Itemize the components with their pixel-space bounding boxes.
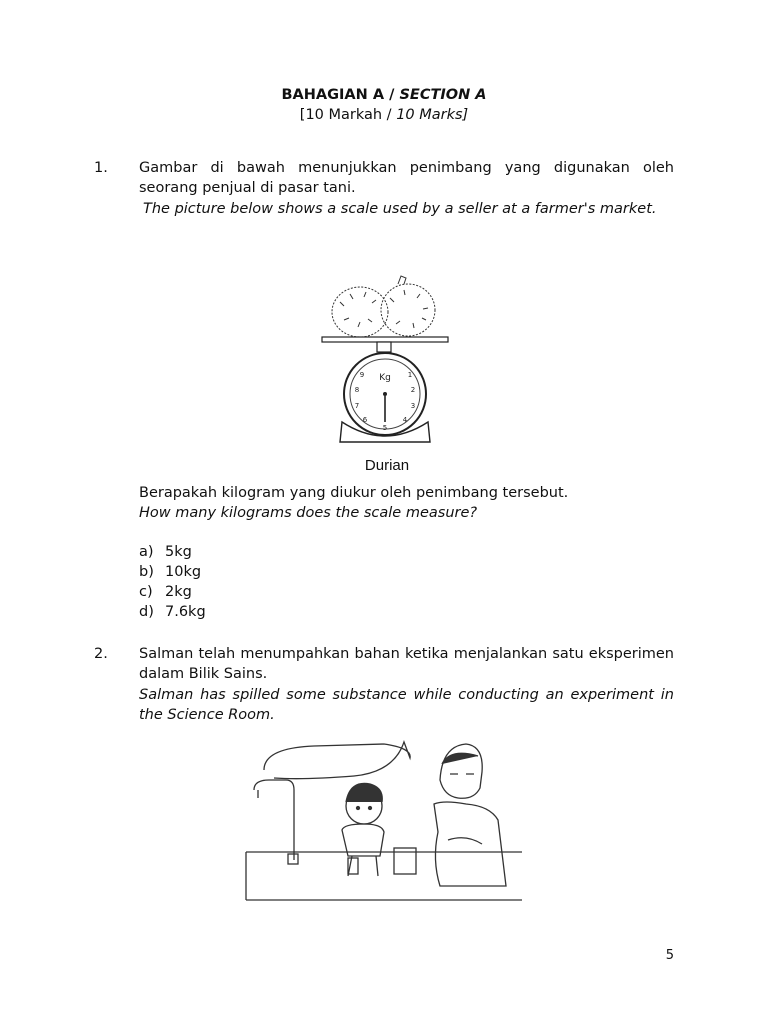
section-title-ms: BAHAGIAN A / <box>281 87 395 103</box>
dial-number: 4 <box>402 416 408 424</box>
question-1-number: 1. <box>94 160 108 176</box>
section-marks-ms: [10 Markah / <box>299 107 392 123</box>
option-text: 10kg <box>165 564 202 580</box>
speech-bubble-icon <box>264 742 410 779</box>
durian-scale-figure <box>310 272 460 480</box>
dial-unit-label: Kg <box>379 373 391 383</box>
option-letter: c) <box>139 584 153 600</box>
lab-bench-icon <box>246 780 522 900</box>
figure-caption: Durian <box>364 457 410 474</box>
option-b <box>139 562 206 582</box>
section-marks <box>0 107 768 123</box>
dial-number: 5 <box>382 424 388 432</box>
option-d <box>139 602 206 622</box>
section-title-en: SECTION A <box>399 87 487 103</box>
option-text: 7.6kg <box>165 604 206 620</box>
option-text: 5kg <box>165 544 192 560</box>
question-2-text-ms: Salman telah menumpahkan bahan ketika menjalankan satu eksperimen dalam Bilik Sains. <box>139 646 674 682</box>
scale-pan-icon <box>322 337 448 352</box>
durian-fruits-icon <box>332 276 435 337</box>
question-1-prompt-ms: Berapakah kilogram yang diukur oleh penimbang tersebut. <box>139 485 569 501</box>
answer-options <box>139 542 206 622</box>
dial-number: 9 <box>359 371 365 379</box>
page-number: 5 <box>665 948 674 963</box>
student-figure-icon <box>342 783 384 876</box>
dial-number: 6 <box>362 416 368 424</box>
option-letter: d) <box>139 604 154 620</box>
option-a <box>139 542 206 562</box>
section-marks-en: 10 Marks] <box>396 107 469 123</box>
option-text: 2kg <box>165 584 192 600</box>
question-1-text-en: The picture below shows a scale used by a seller at a farmer's market. <box>143 201 657 217</box>
science-room-figure <box>244 740 524 908</box>
dial-number: 8 <box>354 386 360 394</box>
option-letter: b) <box>139 564 154 580</box>
teacher-figure-icon <box>434 744 506 886</box>
question-1-prompt-en: How many kilograms does the scale measure? <box>139 505 478 521</box>
question-2-number: 2. <box>94 646 108 662</box>
question-1-text-ms: Gambar di bawah menunjukkan penimbang yang digunakan oleh seorang penjual di pasar tani. <box>139 160 674 196</box>
dial-number: 3 <box>410 402 416 410</box>
dial-number: 7 <box>354 402 360 410</box>
option-letter: a) <box>139 544 154 560</box>
question-2-text-en: Salman has spilled some substance while conducting an experiment in the Science Room. <box>139 687 674 723</box>
dial-number: 2 <box>410 386 416 394</box>
dial-number: 1 <box>407 371 413 379</box>
section-title <box>0 87 768 103</box>
option-c <box>139 582 206 602</box>
